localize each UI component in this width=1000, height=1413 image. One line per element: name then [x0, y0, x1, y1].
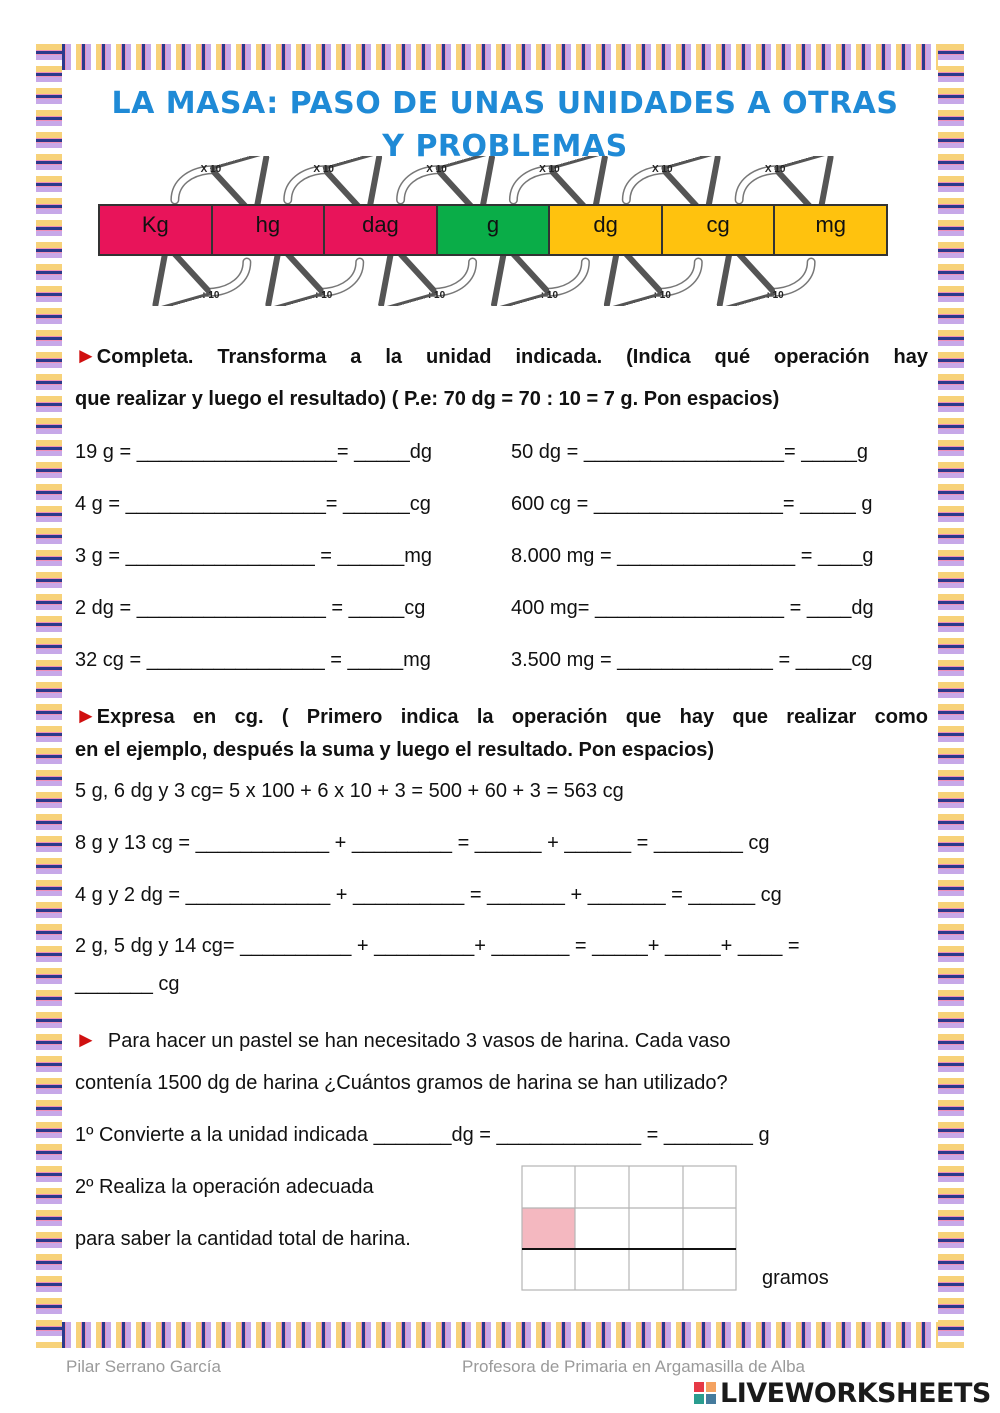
exercise-left-4[interactable]: 2 dg = _________________ = _____cg: [75, 597, 426, 619]
section2-row-3[interactable]: 2 g, 5 dg y 14 cg= __________ + _________+ _______ = _____+ _____+ ____ =: [75, 935, 800, 957]
section2-heading: [75, 704, 928, 729]
footer-author: Pilar Serrano García: [66, 1357, 221, 1376]
exercise-left-5[interactable]: 32 cg = ________________ = _____mg: [75, 649, 431, 671]
triangle-marker-icon: ►: [75, 703, 97, 728]
multiply-arrow-4: [513, 164, 585, 200]
decorative-border-bottom: [36, 1322, 964, 1348]
multiply-label-4: X 10: [539, 164, 560, 175]
divide-label-3: : 10: [427, 290, 446, 301]
section3-line1-text: Para hacer un pastel se han necesitado 3 vasos de harina. Cada vaso: [107, 1030, 731, 1052]
divide-arrow-4: [513, 262, 585, 301]
exercise-right-2[interactable]: 600 cg = _________________= _____ g: [511, 493, 873, 515]
divide-label-2: : 10: [315, 290, 333, 301]
divide-arrow-2: [288, 262, 360, 301]
section1-heading-line2: que realizar y luego el resultado) ( P.e: 70 dg = 70 : 10 = 7 g. Pon espacios): [75, 388, 780, 410]
footer-role: Profesora de Primaria en Argamasilla de Alba: [462, 1357, 806, 1376]
section3-problem-line1: [75, 1028, 731, 1053]
multiply-arrows: [98, 156, 888, 206]
multiply-arrow-5: [626, 164, 698, 200]
triangle-marker-icon: ►: [75, 1027, 97, 1052]
multiply-label-5: X 10: [651, 164, 673, 175]
grid-unit-label: gramos: [762, 1267, 829, 1289]
decorative-border-right: [938, 44, 964, 1348]
decorative-border-left: [36, 44, 62, 1348]
unit-cell-mg: mg: [775, 206, 886, 254]
multiply-label-1: X 10: [200, 164, 222, 175]
unit-cell-dg: dg: [550, 206, 663, 254]
divide-label-5: : 10: [653, 290, 671, 301]
multiply-arrow-3: [401, 164, 473, 200]
decorative-border-top: [36, 44, 964, 70]
unit-cell-cg: cg: [663, 206, 776, 254]
exercise-right-1[interactable]: 50 dg = __________________= _____g: [511, 441, 869, 463]
multiply-label-3: X 10: [426, 164, 447, 175]
section1-heading-line1: Completa. Transforma a la unidad indicada. (Indica qué operación hay: [96, 346, 928, 368]
unit-conversion-bar: [98, 204, 888, 256]
divide-arrow-1: [175, 262, 247, 301]
grid-highlight-cell: [522, 1208, 575, 1248]
divide-arrow-3: [401, 262, 473, 301]
multiply-arrow-6: [739, 164, 811, 200]
exercise-right-3[interactable]: 8.000 mg = ________________ = ____g: [511, 545, 874, 567]
divide-arrow-6: [739, 262, 811, 301]
section3-step2-line2: para saber la cantidad total de harina.: [75, 1228, 411, 1250]
operation-grid[interactable]: [521, 1165, 737, 1291]
divide-arrow-5: [626, 262, 698, 301]
divide-label-1: : 10: [202, 290, 220, 301]
exercise-right-5[interactable]: 3.500 mg = ______________ = _____cg: [511, 649, 873, 671]
section3-step1[interactable]: 1º Convierte a la unidad indicada _______dg = _____________ = ________ g: [75, 1124, 770, 1146]
unit-cell-g: g: [438, 206, 551, 254]
multiply-label-6: X 10: [764, 164, 786, 175]
exercise-left-3[interactable]: 3 g = _________________ = ______mg: [75, 545, 433, 567]
section2-heading-line2: en el ejemplo, después la suma y luego el resultado. Pon espacios): [75, 739, 715, 761]
title-line-2: Y PROBLEMAS: [382, 129, 628, 164]
logo-text: LIVEWORKSHEETS: [720, 1378, 991, 1409]
section1-heading: [75, 344, 928, 369]
liveworksheets-logo-icon: [694, 1382, 716, 1404]
exercise-left-1[interactable]: 19 g = __________________= _____dg: [75, 441, 433, 463]
multiply-arrow-2: [288, 164, 360, 200]
divide-label-6: : 10: [766, 290, 784, 301]
section3-step2-line1: 2º Realiza la operación adecuada: [75, 1176, 374, 1198]
exercise-left-2[interactable]: 4 g = __________________= ______cg: [75, 493, 431, 515]
section3-problem-line2: contenía 1500 dg de harina ¿Cuántos gramos de harina se han utilizado?: [75, 1072, 728, 1094]
divide-arrows: [98, 256, 888, 306]
section2-heading-line1: Expresa en cg. ( Primero indica la operación que hay que realizar como: [96, 706, 928, 728]
section2-row-2[interactable]: 4 g y 2 dg = _____________ + __________ = _______ + _______ = ______ cg: [75, 884, 782, 906]
multiply-arrow-1: [175, 164, 247, 200]
liveworksheets-logo[interactable]: [694, 1378, 991, 1409]
unit-cell-dag: dag: [325, 206, 438, 254]
section2-example: 5 g, 6 dg y 3 cg= 5 x 100 + 6 x 10 + 3 = 500 + 60 + 3 = 563 cg: [75, 780, 624, 802]
section2-row-3-continued[interactable]: _______ cg: [75, 973, 180, 995]
exercise-right-4[interactable]: 400 mg= _________________ = ____dg: [511, 597, 874, 619]
triangle-marker-icon: ►: [75, 343, 97, 368]
multiply-label-2: X 10: [313, 164, 335, 175]
divide-label-4: : 10: [540, 290, 559, 301]
title-line-1: LA MASA: PASO DE UNAS UNIDADES A OTRAS: [111, 86, 899, 121]
unit-cell-kg: Kg: [100, 206, 213, 254]
unit-cell-hg: hg: [213, 206, 326, 254]
section2-row-1[interactable]: 8 g y 13 cg = ____________ + _________ = ______ + ______ = ________ cg: [75, 832, 770, 854]
